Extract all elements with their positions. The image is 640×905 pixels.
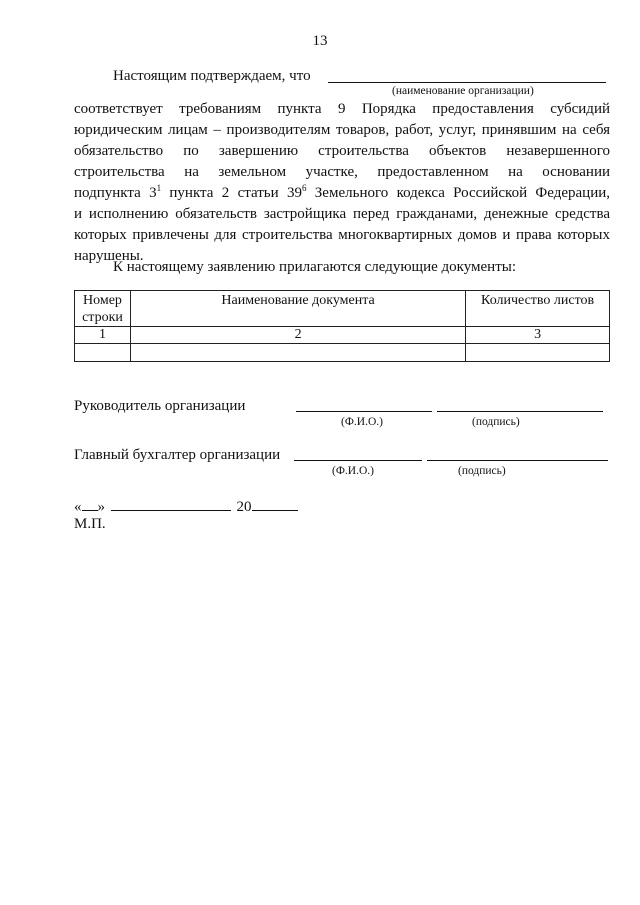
stamp-place: М.П.: [74, 516, 106, 532]
table-cell: 3: [466, 327, 610, 344]
head-fio-field[interactable]: [296, 411, 432, 412]
head-label: Руководитель организации: [74, 398, 246, 414]
head-fio-caption: (Ф.И.О.): [341, 416, 383, 428]
date-month-field[interactable]: [111, 496, 231, 511]
accountant-fio-field[interactable]: [294, 460, 422, 461]
paragraph-line: [74, 183, 610, 204]
accountant-fio-caption: (Ф.И.О.): [332, 465, 374, 477]
table-cell[interactable]: [130, 344, 465, 362]
table-index-row: [75, 327, 610, 344]
attachments-intro: К настоящему заявлению прилагаются следующие документы:: [113, 259, 517, 275]
table-cell[interactable]: [75, 344, 131, 362]
paragraph-text: пункта 2 статьи 39: [161, 185, 302, 201]
attachments-table: [74, 290, 610, 362]
paragraph-line: строительства на земельном участке, предоставленном на основании: [74, 164, 610, 180]
page-number: 13: [312, 33, 328, 49]
table-cell[interactable]: [466, 344, 610, 362]
paragraph-line: и исполнению обязательств застройщика перед гражданами, денежные средства: [74, 206, 610, 222]
table-header-row: [75, 291, 610, 327]
paragraph-line: соответствует требованиям пункта 9 Порядка предоставления субсидий: [74, 101, 610, 117]
paragraph-line: обязательство по завершению строительства объектов незавершенного: [74, 143, 610, 159]
org-name-field[interactable]: [328, 82, 606, 83]
head-signature-field[interactable]: [437, 411, 603, 412]
table-cell: 2: [130, 327, 465, 344]
date-close-quote: »: [97, 499, 105, 515]
paragraph-text: Земельного кодекса Российской Федерации,: [306, 185, 610, 201]
superscript: 1: [156, 183, 162, 193]
accountant-label: Главный бухгалтер организации: [74, 447, 281, 463]
accountant-signature-field[interactable]: [427, 460, 608, 461]
header-row-number: Номер строки: [75, 291, 131, 327]
confirm-paragraph: [74, 99, 610, 267]
accountant-sign-caption: (подпись): [458, 465, 506, 477]
date-year-prefix: 20: [236, 499, 252, 515]
org-name-caption: (наименование организации): [392, 85, 534, 97]
date-open-quote: «: [74, 499, 82, 515]
header-doc-name: Наименование документа: [130, 291, 465, 327]
date-day-field[interactable]: [82, 496, 98, 511]
date-line: [74, 496, 298, 518]
table-row: [75, 344, 610, 362]
paragraph-line: юридическим лицам – производителям товаров, работ, услуг, принявшим на себя: [74, 122, 610, 138]
paragraph-line: нарушены.: [74, 248, 144, 264]
head-sign-caption: (подпись): [472, 416, 520, 428]
table-cell: 1: [75, 327, 131, 344]
header-sheet-count: Количество листов: [466, 291, 610, 327]
confirm-prefix: Настоящим подтверждаем, что: [113, 68, 311, 84]
date-year-field[interactable]: [252, 496, 298, 511]
superscript: 6: [301, 183, 307, 193]
paragraph-line: которых привлечены для строительства многоквартирных домов и права которых: [74, 227, 610, 243]
paragraph-text: подпункта 3: [74, 185, 157, 201]
